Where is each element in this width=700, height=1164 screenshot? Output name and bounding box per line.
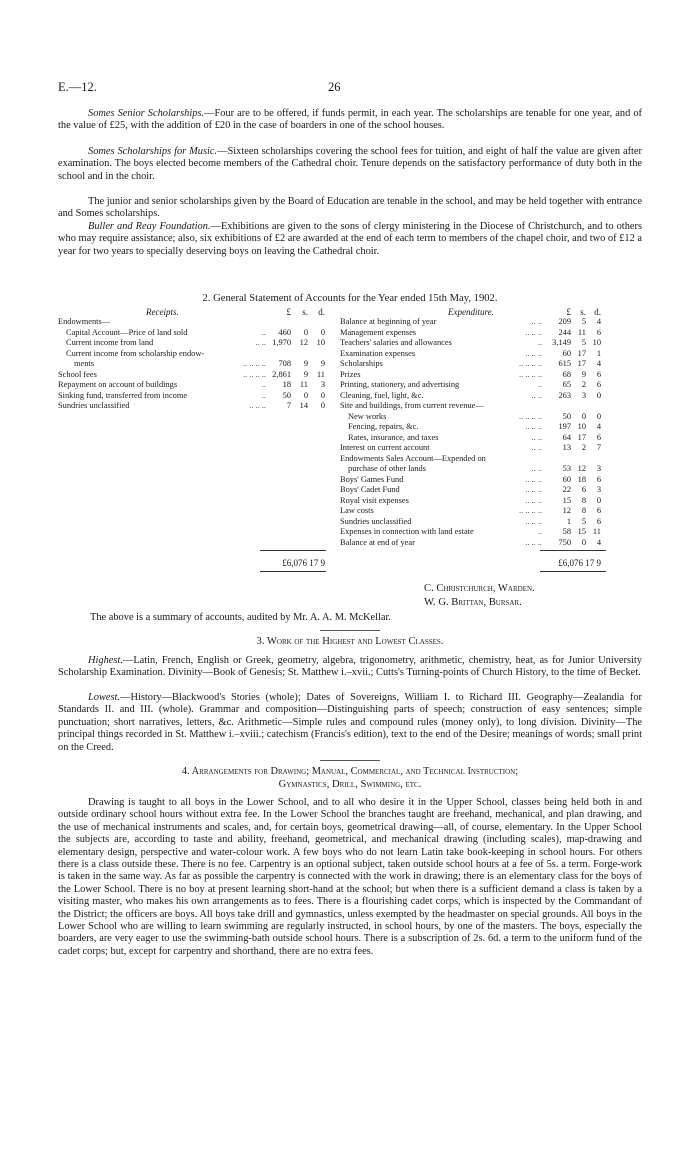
expenditure-row-pounds: 60 xyxy=(562,474,571,484)
receipts-row-shillings: 11 xyxy=(299,380,308,389)
expenditure-row-label: Site and buildings, from current revenue— xyxy=(340,401,484,410)
page-number: 26 xyxy=(328,80,341,94)
expenditure-row-pence: 4 xyxy=(596,422,601,431)
expenditure-row-pence: 6 xyxy=(596,432,601,442)
expenditure-row-shillings: 5 xyxy=(581,516,586,526)
expenditure-row-pence: 4 xyxy=(596,359,601,368)
arrangements-text: Drawing is taught to all boys in the Lower School, and to all who desire it in the Upper School, classes being held both in and outside ordinary school hours without extra fee. In the Lower School the branches taught are freehand, mechanical, and plan drawing, and the use of mechanical instruments and scales, and, for certain boys, geometrical drawing—all, of course, elementary. In the Upper School the subjects are, according to taste and ability, freehand, geometrical, and mechanical drawing (including scales), map-drawing and elementary design, perspective and water-colour work. A few boys who do not learn Latin take book-keeping in school hours. For others there is a class outside these. There is no fee. Carpentry is an optional subject, taken outside school hours at a fee of 5s. a term. Forge-work is taken in the same way. As far as possible the carpentry is connected with the work in drawing; there is an elementary class for the boys of the Lower School. There is no boy at present learning short-hand at the school; but when there is a sufficient demand a class is taken by a visiting master, who makes his own arrangements as to fees. There is a flourishing cadet corps, which is inspected by the Commandant of the District; the officers are boys. All boys take drill and gymnastics, unless exempted by the headmaster on special grounds. All boys in the Lower School who are willing to learn swimming are regularly instructed, in school hours, by one of the masters. The boys, especially the boarders, are very eager to use the swimming-bath outside school hours. There is a subscription of 2s. 6d. a term to the uniform fund of the cadet corps; but, except for carpentry and shorthand, there are no extra fees. xyxy=(58,797,642,957)
expenditure-row-pence: 0 xyxy=(596,411,601,421)
warden-signature: C. Christchurch, Warden. xyxy=(424,583,535,594)
highest-text: —Latin, French, English or Greek, geometry, algebra, trigonometry, arithmetic, chemistry, heat, as for Junior University Scholarship Examination. Divinity—Book of Genesis; St. Matthew i.–xvii.; Cutts's Turning-points of Church History, to the time of Becket. xyxy=(58,655,642,679)
expenditure-row-leader-dots: .. .. .. .. xyxy=(518,359,542,368)
expenditure-row-leader-dots: .. xyxy=(537,338,542,347)
audit-note: The above is a summary of accounts, audited by Mr. A. A. M. McKellar. xyxy=(90,612,391,623)
expenditure-row-pounds: 22 xyxy=(562,485,571,494)
expenditure-row-pence: 4 xyxy=(596,537,601,547)
receipts-row-label: ments xyxy=(74,359,95,368)
bursar-signature: W. G. Brittan, Bursar. xyxy=(424,597,522,608)
expenditure-row-pounds: 1 xyxy=(566,516,571,526)
receipts-row-shillings: 0 xyxy=(303,327,308,337)
arrangements-paragraph xyxy=(58,797,642,958)
receipts-row-label: Capital Account—Price of land sold xyxy=(66,327,188,337)
expenditure-row-pence: 6 xyxy=(596,516,601,526)
expenditure-row-shillings: 0 xyxy=(581,537,586,547)
expenditure-row-shillings: 10 xyxy=(577,422,586,431)
section-divider-1 xyxy=(320,630,380,631)
receipts-pound-header: £ xyxy=(286,307,291,317)
receipts-row-pounds: 460 xyxy=(278,327,291,337)
receipts-row-label: Sinking fund, transferred from income xyxy=(58,390,188,400)
buller-paragraph xyxy=(58,221,642,258)
receipts-row-label: Sundries unclassified xyxy=(58,401,130,410)
expenditure-row-leader-dots: .. .. .. xyxy=(525,474,542,484)
expenditure-total-rule-top xyxy=(540,550,606,551)
expenditure-row-label: Rates, insurance, and taxes xyxy=(348,432,439,442)
receipts-row-pence: 0 xyxy=(320,327,325,337)
expenditure-shilling-header: s. xyxy=(580,307,586,317)
receipts-row-shillings: 14 xyxy=(299,401,308,410)
lowest-paragraph xyxy=(58,692,642,754)
expenditure-row-label: Balance at beginning of year xyxy=(340,317,437,326)
expenditure-pound-header: £ xyxy=(566,307,571,317)
expenditure-row-label: Management expenses xyxy=(340,327,417,337)
lowest-title: Lowest. xyxy=(88,692,121,703)
expenditure-total: £6,076 17 9 xyxy=(558,558,601,568)
expenditure-row-leader-dots: .. .. .. xyxy=(525,422,542,431)
expenditure-row-shillings: 2 xyxy=(581,380,586,389)
expenditure-row-label: Cleaning, fuel, light, &c. xyxy=(340,390,424,400)
somes-senior-title: Somes Senior Scholarships. xyxy=(88,108,205,119)
expenditure-row-pounds: 209 xyxy=(558,317,571,326)
receipts-row-shillings: 9 xyxy=(303,369,308,379)
expenditure-row-label: Royal visit expenses xyxy=(340,495,409,505)
report-code: E.—12. xyxy=(58,80,97,94)
receipts-row-label: Repayment on account of buildings xyxy=(58,380,178,389)
expenditure-row-leader-dots: .. .. .. xyxy=(525,495,542,505)
expenditure-row-pounds: 244 xyxy=(558,327,571,337)
buller-text: —Exhibitions are given to the sons of clergy ministering in the Diocese of Christchurch, and to others who may require assistance; also, six exhibitions of £2 are awarded at the end of each term to members of the chapel choir, and two of £12 a year for two years to specially deserving boys on leaving the Cathedral choir. xyxy=(58,221,643,257)
expenditure-row-pounds: 12 xyxy=(562,506,571,515)
receipts-row-pence: 11 xyxy=(316,369,325,379)
receipts-row-leader-dots: .. xyxy=(261,390,266,400)
expenditure-row-pounds: 750 xyxy=(558,537,571,547)
receipts-row-pence: 3 xyxy=(320,380,325,389)
expenditure-row-leader-dots: .. xyxy=(537,380,542,389)
expenditure-row-shillings: 8 xyxy=(581,495,586,505)
expenditure-row-shillings: 17 xyxy=(577,432,586,442)
page-header xyxy=(58,80,642,96)
expenditure-row-leader-dots: .. .. .. .. xyxy=(518,411,542,421)
expenditure-row-pounds: 615 xyxy=(558,359,571,368)
receipts-row-pence: 9 xyxy=(320,359,325,368)
expenditure-row-shillings: 17 xyxy=(577,359,586,368)
receipts-row-leader-dots: .. .. .. .. xyxy=(242,369,266,379)
somes-senior-text: —Four are to be offered, if funds permit, in each year. The scholarships are tenable for one year, and of the value of £25, with the addition of £20 in the case of boarders in one of the school houses. xyxy=(58,108,642,132)
receipts-row-shillings: 0 xyxy=(303,390,308,400)
junior-senior-text: The junior and senior scholarships given by the Board of Education are tenable in the school, and may be held together with entrance and Somes scholarships. xyxy=(58,196,642,220)
receipts-heading: Receipts. xyxy=(146,307,179,317)
receipts-row-pounds: 50 xyxy=(282,390,291,400)
work-section-title: 3. Work of the Highest and Lowest Classes. xyxy=(256,636,444,647)
expenditure-row-pounds: 68 xyxy=(562,369,571,379)
expenditure-row-leader-dots: .. .. .. .. xyxy=(518,369,542,379)
expenditure-row-leader-dots: .. .. .. xyxy=(525,327,542,337)
expenditure-row-shillings: 2 xyxy=(581,443,586,452)
expenditure-row-shillings: 6 xyxy=(581,485,586,494)
expenditure-row-shillings: 12 xyxy=(577,464,586,473)
expenditure-row-label: Boys' Games Fund xyxy=(340,474,404,484)
receipts-row-label: Current income from scholarship endow- xyxy=(66,348,205,358)
expenditure-row-label: purchase of other lands xyxy=(348,464,426,473)
expenditure-row-pounds: 13 xyxy=(562,443,571,452)
expenditure-row-pence: 7 xyxy=(596,443,601,452)
receipts-row-pence: 0 xyxy=(320,390,325,400)
receipts-row-pounds: 18 xyxy=(282,380,291,389)
expenditure-row-leader-dots: .. .. .. xyxy=(525,537,542,547)
receipts-row-leader-dots: .. xyxy=(261,327,266,337)
arrangements-title-line2: Gymnastics, Drill, Swimming, etc. xyxy=(278,779,422,790)
receipts-total-rule-top xyxy=(260,550,326,551)
receipts-row-pounds: 2,861 xyxy=(272,369,291,379)
expenditure-row-label: Endowments Sales Account—Expended on xyxy=(340,453,486,463)
music-text: —Sixteen scholarships covering the school fees for tuition, and eight of half the value are given after examination. The boys elected become members of the Cathedral choir. Tenure depends on the satisfactory performance of duty both in the school and in the choir. xyxy=(58,146,642,182)
expenditure-row-label: Sundries unclassified xyxy=(340,516,412,526)
highest-paragraph xyxy=(58,655,642,680)
receipts-total: £6,076 17 9 xyxy=(282,558,325,568)
expenditure-row-leader-dots: .. .. xyxy=(531,443,542,452)
expenditure-row-shillings: 11 xyxy=(577,327,586,337)
expenditure-row-pence: 11 xyxy=(592,527,601,536)
receipts-row-label: School fees xyxy=(58,369,97,379)
expenditure-row-pounds: 60 xyxy=(562,348,571,358)
expenditure-row-label: Printing, stationery, and advertising xyxy=(340,380,460,389)
expenditure-row-pounds: 65 xyxy=(562,380,571,389)
expenditure-row-leader-dots: .. .. .. xyxy=(525,485,542,494)
expenditure-row-pence: 3 xyxy=(596,464,601,473)
expenditure-row-shillings: 5 xyxy=(581,317,586,326)
expenditure-row-pounds: 15 xyxy=(562,495,571,505)
expenditure-row-pence: 6 xyxy=(596,369,601,379)
expenditure-heading: Expenditure. xyxy=(448,307,494,317)
expenditure-row-pounds: 64 xyxy=(562,432,571,442)
expenditure-row-label: Expenses in connection with land estate xyxy=(340,527,474,536)
expenditure-pence-header: d. xyxy=(594,307,601,317)
receipts-shilling-header: s. xyxy=(302,307,308,317)
expenditure-row-pence: 3 xyxy=(596,485,601,494)
expenditure-row-label: Examination expenses xyxy=(340,348,416,358)
expenditure-row-pounds: 53 xyxy=(562,464,571,473)
expenditure-row-pence: 1 xyxy=(596,348,601,358)
expenditure-row-label: Teachers' salaries and allowances xyxy=(340,338,452,347)
receipts-row-pounds: 1,970 xyxy=(272,338,291,347)
expenditure-row-shillings: 9 xyxy=(581,369,586,379)
highest-title: Highest. xyxy=(88,655,123,666)
expenditure-row-label: Scholarships xyxy=(340,359,383,368)
expenditure-row-shillings: 8 xyxy=(581,506,586,515)
expenditure-row-leader-dots: .. xyxy=(537,527,542,536)
expenditure-row-pounds: 58 xyxy=(562,527,571,536)
expenditure-row-label: Fencing, repairs, &c. xyxy=(348,422,419,431)
music-title: Somes Scholarships for Music. xyxy=(88,146,218,157)
expenditure-row-pence: 6 xyxy=(596,506,601,515)
expenditure-row-leader-dots: .. .. xyxy=(531,390,542,400)
expenditure-row-pence: 0 xyxy=(596,495,601,505)
expenditure-row-pence: 6 xyxy=(596,474,601,484)
receipts-row-shillings: 9 xyxy=(303,359,308,368)
expenditure-row-leader-dots: .. .. xyxy=(531,432,542,442)
expenditure-row-label: Prizes xyxy=(340,369,361,379)
expenditure-row-pounds: 3,149 xyxy=(552,338,571,347)
receipts-row-pounds: 708 xyxy=(278,359,291,368)
expenditure-row-leader-dots: .. .. xyxy=(531,464,542,473)
receipts-row-pounds: 7 xyxy=(286,401,291,410)
arrangements-title-line1: 4. Arrangements for Drawing; Manual, Commercial, and Technical Instruction; xyxy=(181,766,519,777)
expenditure-row-shillings: 18 xyxy=(577,474,586,484)
expenditure-row-pounds: 50 xyxy=(562,411,571,421)
expenditure-row-leader-dots: .. .. .. .. xyxy=(518,506,542,515)
expenditure-row-pounds: 263 xyxy=(558,390,571,400)
expenditure-total-rule-bottom xyxy=(540,571,606,572)
receipts-row-leader-dots: .. .. xyxy=(255,338,266,347)
accounts-section-title: 2. General Statement of Accounts for the Year ended 15th May, 1902. xyxy=(202,293,498,304)
expenditure-row-label: New works xyxy=(348,411,387,421)
expenditure-row-shillings: 0 xyxy=(581,411,586,421)
receipts-row-leader-dots: .. xyxy=(261,380,266,389)
receipts-row-leader-dots: .. .. .. xyxy=(249,401,266,410)
expenditure-row-shillings: 3 xyxy=(581,390,586,400)
receipts-total-rule-bottom xyxy=(260,571,326,572)
expenditure-row-label: Law costs xyxy=(340,506,374,515)
receipts-pence-header: d. xyxy=(318,307,325,317)
expenditure-row-leader-dots: .. .. .. xyxy=(525,348,542,358)
somes-senior-paragraph xyxy=(58,108,642,133)
expenditure-row-label: Balance at end of year xyxy=(340,537,415,547)
expenditure-row-pence: 6 xyxy=(596,380,601,389)
expenditure-row-pence: 0 xyxy=(596,390,601,400)
lowest-text: —History—Blackwood's Stories (whole); Dates of Sovereigns, William I. to Richard III. Geography—Zealandia for Standards II. and III. (whole). Grammar and composition—Distinguishing parts of speech; construction of easy sentences; simple punctuation; short narratives, letters, &c. Arithmetic—Simple rules and compound rules (money only), to long division. Divinity—The principal things recorded in St. Matthew i.–xviii.; catechism (Francis's edition), text to the end of the Desire; meanings of words; small print on the Creed. xyxy=(58,692,642,753)
receipts-row-pence: 0 xyxy=(320,401,325,410)
expenditure-row-leader-dots: .. .. xyxy=(531,317,542,326)
expenditure-row-label: Boys' Cadet Fund xyxy=(340,485,400,494)
expenditure-row-pence: 4 xyxy=(596,317,601,326)
buller-title: Buller and Reay Foundation. xyxy=(88,221,211,232)
junior-senior-paragraph xyxy=(58,196,642,221)
expenditure-row-shillings: 5 xyxy=(581,338,586,347)
expenditure-row-shillings: 17 xyxy=(577,348,586,358)
expenditure-row-pounds: 197 xyxy=(558,422,571,431)
expenditure-row-shillings: 15 xyxy=(577,527,586,536)
receipts-row-leader-dots: .. .. .. .. xyxy=(242,359,266,368)
expenditure-row-label: Interest on current account xyxy=(340,443,430,452)
music-paragraph xyxy=(58,146,642,183)
expenditure-row-pence: 10 xyxy=(592,338,601,347)
receipts-row-label: Endowments— xyxy=(58,317,111,326)
expenditure-row-pence: 6 xyxy=(596,327,601,337)
receipts-row-shillings: 12 xyxy=(299,338,308,347)
expenditure-row-leader-dots: .. .. .. xyxy=(525,516,542,526)
receipts-row-label: Current income from land xyxy=(66,338,154,347)
receipts-row-pence: 10 xyxy=(316,338,325,347)
section-divider-2 xyxy=(320,760,380,761)
